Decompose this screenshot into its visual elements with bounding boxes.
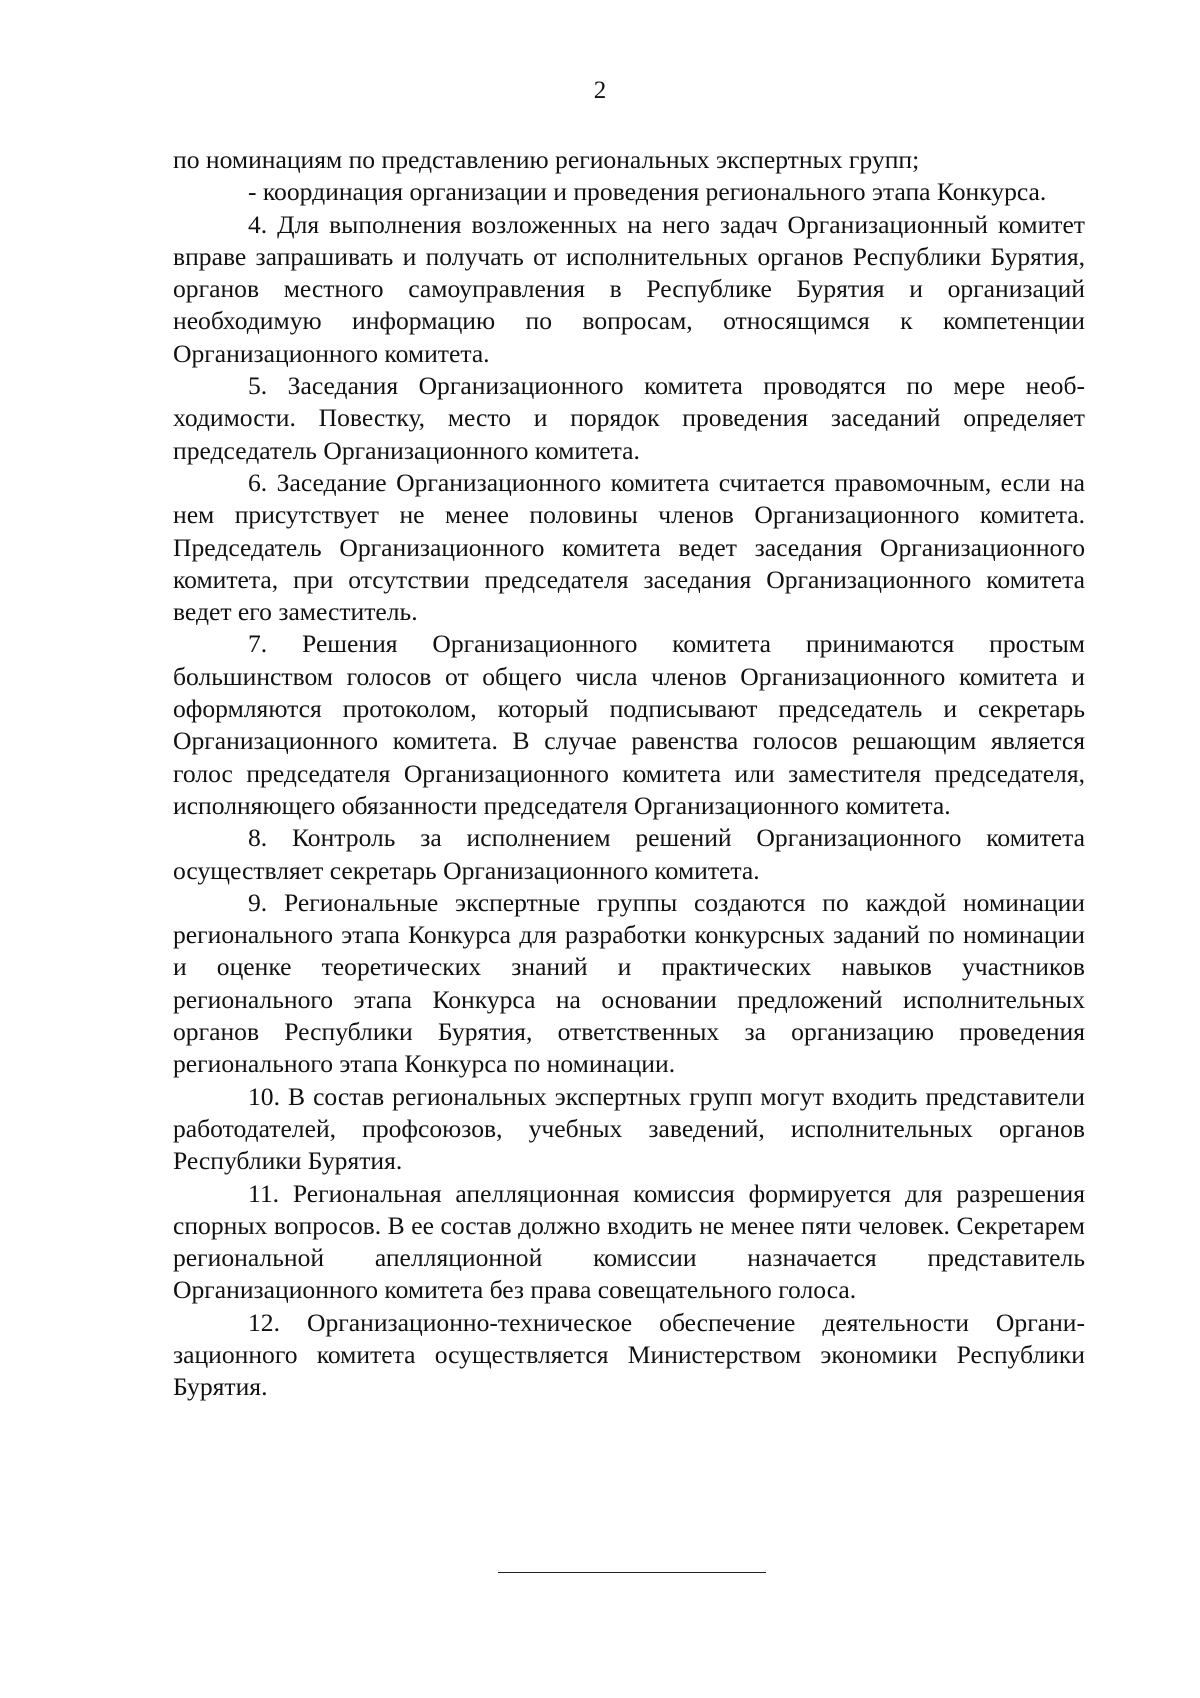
paragraph-9: 9. Региональные экспертные группы создаются по каждой номинации регионального этапа Конкурса для разработки конкурсных заданий по номинации и оценке теоретических знаний и практических навыков участников регионального этапа Конкурса на основании предложений исполнительных органов Республики Бурятия, ответственных за организацию проведения регионального этапа Конкурса по номинации. (173, 887, 1085, 1079)
paragraph-10: 10. В состав региональных экспертных групп могут входить представители работодателей, профсоюзов, учебных заведений, исполнительных органов Республики Бурятия. (173, 1081, 1085, 1176)
document-body (173, 144, 1085, 1404)
end-of-document-divider (498, 1572, 766, 1573)
paragraph-coordination-item: - координация организации и проведения регионального этапа Конкурса. (248, 177, 1047, 207)
paragraph-12: 12. Организационно-техническое обеспечение деятельности Организационного комитета осуществляется Министерством экономики Республики Бурятия. (173, 1307, 1085, 1402)
paragraph-7: 7. Решения Организационного комитета принимаются простым большинством голосов от общего числа членов Организационного комитета и оформляются протоколом, который подписывают председатель и секретарь Организационного комитета. В случае равенства голосов решающим является голос председателя Организационного комитета или заместителя председателя, исполняющего обязанности председателя Организационного комитета. (173, 629, 1085, 820)
page-number: 2 (593, 77, 607, 104)
paragraph-6: 6. Заседание Организационного комитета считается правомочным, если на нем присутствует не менее половины членов Организационного комитета. Председатель Организационного комитета ведет заседания Организационного комитета, при отсутствии председателя заседания Организационного комитета ведет его заместитель. (173, 467, 1085, 627)
paragraph-4: 4. Для выполнения возложенных на него задач Организационный комитет вправе запрашивать и получать от исполнительных органов Республики Бурятия, органов местного самоуправления в Республике Бурятия и организаций необходимую информацию по вопросам, относящимся к компетенции Организационного комитета. (173, 209, 1085, 368)
paragraph-5: 5. Заседания Организационного комитета проводятся по мере необходимости. Повестку, место и порядок проведения заседаний определяет председатель Организационного комитета. (173, 371, 1085, 465)
paragraph-continuation: по номинациям по представлению региональных экспертных групп; (173, 145, 920, 174)
paragraph-8: 8. Контроль за исполнением решений Организационного комитета осуществляет секретарь Организационного комитета. (173, 823, 1085, 885)
paragraph-11: 11. Региональная апелляционная комиссия формируется для разрешения спорных вопросов. В ее состав должно входить не менее пяти человек. Секретарем региональной апелляционной комиссии назначается представитель Организационного комитета без права совещательного голоса. (173, 1178, 1085, 1305)
